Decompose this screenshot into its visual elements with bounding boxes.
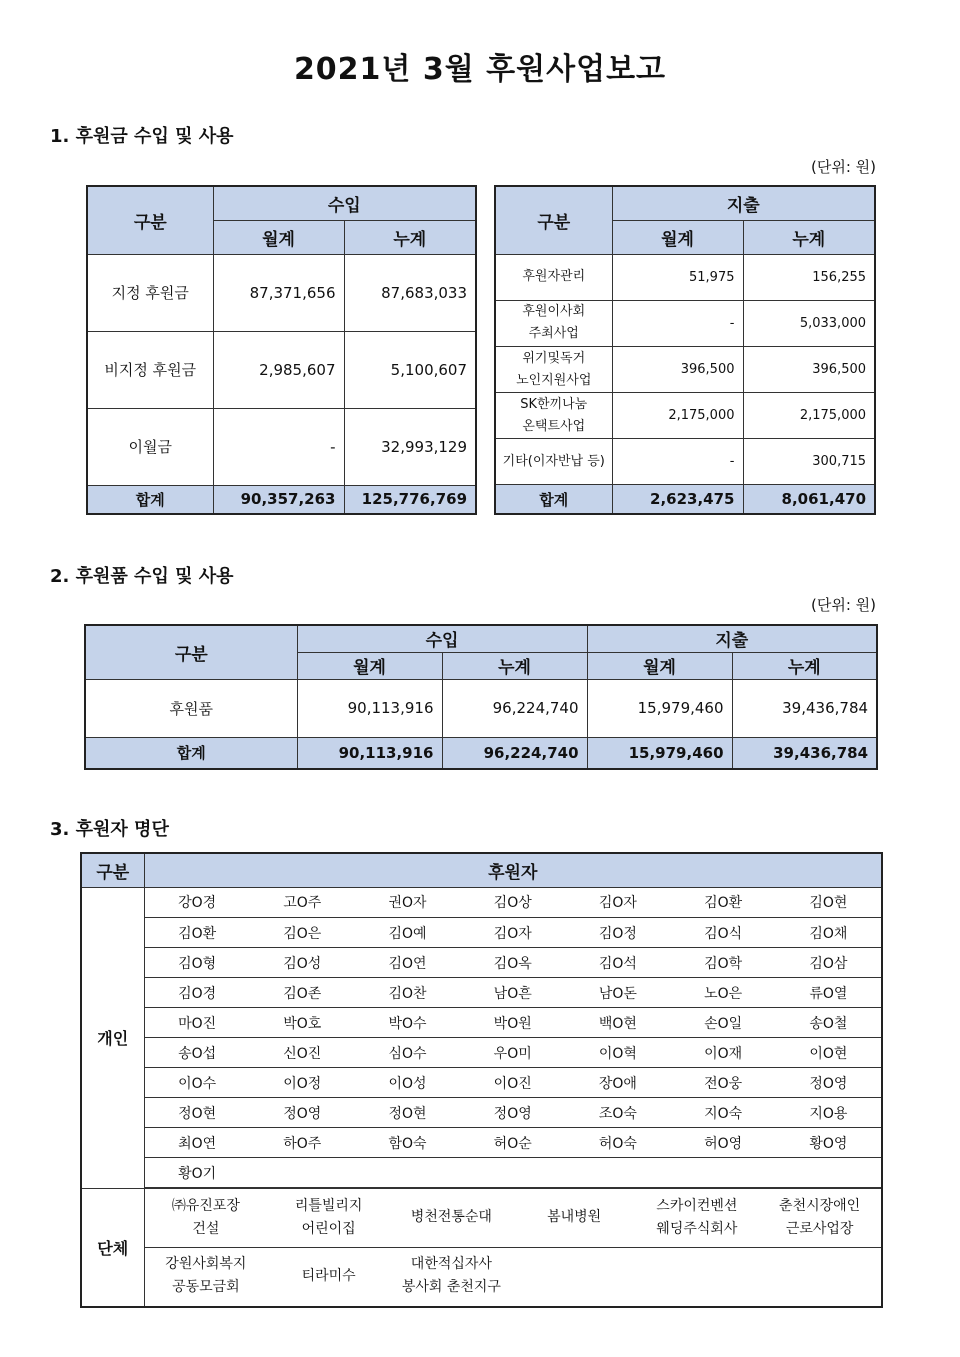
expense-label-line2: 주최사업 [528,326,579,342]
donor-name: 허O순 [460,1128,565,1158]
donor-name [250,1158,355,1188]
goods-out-month-header: 월계 [587,652,732,679]
donor-name: 백O현 [565,1008,670,1038]
donor-header: 후원자 [144,853,882,887]
expense-label [495,254,612,300]
expense-month: - [612,439,743,485]
donor-name [460,1158,565,1188]
expense-group-header: 지출 [612,186,875,220]
expense-label-line2: 노인지원사업 [516,372,592,388]
income-month: - [213,408,344,485]
donor-name: 전O웅 [671,1068,776,1098]
income-cum: 32,993,129 [344,408,476,485]
donor-name: 김O석 [565,948,670,978]
donor-row [145,1038,882,1068]
expense-month: 51,975 [612,254,743,300]
group-name-line: 어린이집 [301,1220,356,1237]
donor-name: 류O열 [776,978,881,1008]
goods-in-cum: 96,224,740 [442,679,587,737]
income-group-header: 수입 [213,186,476,220]
group-name-line: 티라미수 [301,1267,356,1284]
table-row [495,439,875,485]
donor-name: 강O경 [145,888,250,918]
table-row [85,679,877,737]
donor-name: 김O찬 [355,978,460,1008]
donor-name: 정O현 [145,1098,250,1128]
donor-name: 지O용 [776,1098,881,1128]
section-1-heading: 1. 후원금 수입 및 사용 [50,126,234,147]
expense-cum: 300,715 [743,439,875,485]
donor-name: 정O현 [355,1098,460,1128]
donor-name: 김O환 [671,888,776,918]
donor-name: 이O성 [355,1068,460,1098]
group-donors-grid [145,1189,882,1305]
donor-name: 권O자 [355,888,460,918]
expense-category-header: 구분 [495,186,612,254]
individual-donors-cell [144,887,882,1189]
group-name-line: 공동모금회 [172,1279,240,1296]
goods-in-cum-header: 누계 [442,652,587,679]
donor-name [776,1158,881,1188]
section-1-unit: (단위: 원) [811,158,876,176]
total-month: 2,623,475 [612,485,743,514]
total-label: 합계 [495,485,612,514]
expense-label [495,393,612,439]
donor-name: 지O숙 [671,1098,776,1128]
donor-name: 김O은 [250,918,355,948]
donor-name: 김O학 [671,948,776,978]
group-name [390,1247,513,1305]
donor-name: 함O숙 [355,1128,460,1158]
income-month: 2,985,607 [213,331,344,408]
donor-row [145,1098,882,1128]
donor-name: 남O흔 [460,978,565,1008]
donor-category-header: 구분 [81,853,144,887]
donor-name: 최O연 [145,1128,250,1158]
group-name-line: 봄내병원 [547,1209,602,1226]
goods-expense-header: 지출 [587,625,877,652]
goods-income-header: 수입 [297,625,587,652]
table-row [495,393,875,439]
group-name [267,1247,390,1305]
page-title: 2021년 3월 후원사업보고 [293,52,667,87]
donor-name: 김O채 [776,918,881,948]
donor-name: 정O영 [250,1098,355,1128]
donor-name: 김O예 [355,918,460,948]
donor-name: 우O미 [460,1038,565,1068]
income-category-header: 구분 [87,186,213,254]
expense-label [495,439,612,485]
donor-name: 남O돈 [565,978,670,1008]
donor-row [145,1068,882,1098]
group-name-line: 리틀빌리지 [294,1197,363,1214]
goods-category-header: 구분 [85,625,297,679]
goods-out-cum-header: 누계 [732,652,877,679]
donor-name: 이O정 [250,1068,355,1098]
donor-name: 김O자 [460,918,565,948]
total-month: 90,357,263 [213,485,344,514]
group-name-line: 웨딩주식회사 [656,1220,738,1237]
group-row [145,1247,882,1305]
goods-table [84,624,878,770]
expense-label-line1: 기타(이자반납 등) [502,453,605,469]
goods-out-month: 15,979,460 [587,679,732,737]
donor-name [355,1158,460,1188]
income-cum: 5,100,607 [344,331,476,408]
total-cum: 125,776,769 [344,485,476,514]
donor-name: 하O주 [250,1128,355,1158]
section-2-heading: 2. 후원품 수입 및 사용 [50,566,234,587]
donor-name: 송O섭 [145,1038,250,1068]
group-name [267,1189,390,1247]
expense-label-line1: 후원이사회 [522,304,586,320]
donor-name: 이O진 [460,1068,565,1098]
group-name [390,1189,513,1247]
donor-name: 심O수 [355,1038,460,1068]
group-name-line: 근로사업장 [785,1220,854,1237]
expense-label-line2: 온택트사업 [522,418,586,434]
group-name-line: ㈜유진포장 [171,1197,240,1214]
donor-row [145,888,882,918]
expense-cum: 156,255 [743,254,875,300]
total-out-month: 15,979,460 [587,737,732,769]
donor-name: 김O상 [460,888,565,918]
table-row [87,408,476,485]
donor-name: 김O자 [565,888,670,918]
donor-row [145,948,882,978]
income-month: 87,371,656 [213,254,344,331]
donor-name: 김O존 [250,978,355,1008]
income-cum-header: 누계 [344,220,476,254]
donor-name: 노O은 [671,978,776,1008]
donor-name: 고O주 [250,888,355,918]
donor-row [145,1128,882,1158]
group-name [145,1247,268,1305]
donor-name: 이O현 [776,1038,881,1068]
donor-name: 송O철 [776,1008,881,1038]
total-in-month: 90,113,916 [297,737,442,769]
group-name-line: 건설 [192,1220,220,1237]
expense-label-line1: SK한끼나눔 [520,396,588,412]
donor-list-table [80,852,883,1308]
donor-name: 김O식 [671,918,776,948]
group-name-line: 대한적십자사 [410,1256,492,1273]
group-name-line: 강원사회복지 [165,1256,247,1273]
table-row [495,300,875,346]
table-row [495,346,875,392]
donor-name: 박O원 [460,1008,565,1038]
group-label: 단체 [81,1189,144,1307]
donor-row [145,978,882,1008]
donor-name: 김O연 [355,948,460,978]
donor-name: 이O혁 [565,1038,670,1068]
donor-name [671,1158,776,1188]
donor-name: 김O삼 [776,948,881,978]
donor-name: 손O일 [671,1008,776,1038]
donor-name: 김O옥 [460,948,565,978]
donor-row [145,1008,882,1038]
donor-name: 허O영 [671,1128,776,1158]
donor-name: 김O성 [250,948,355,978]
donor-name: 김O환 [145,918,250,948]
group-name-line: 봉사회 춘천지구 [401,1279,501,1296]
total-row [87,485,476,514]
group-donors-cell [144,1189,882,1307]
income-cum: 87,683,033 [344,254,476,331]
expense-label [495,346,612,392]
group-row [145,1189,882,1247]
table-row [495,254,875,300]
group-name-line: 춘천시장애인 [779,1197,861,1214]
total-in-cum: 96,224,740 [442,737,587,769]
goods-out-cum: 39,436,784 [732,679,877,737]
expense-cum: 2,175,000 [743,393,875,439]
donor-name: 정O영 [460,1098,565,1128]
donor-name: 박O호 [250,1008,355,1038]
group-name [758,1247,881,1305]
income-label: 지정 후원금 [87,254,213,331]
donor-name: 황O영 [776,1128,881,1158]
section-2-unit: (단위: 원) [811,596,876,614]
donation-income-table [86,185,477,515]
expense-month-header: 월계 [612,220,743,254]
goods-in-month: 90,113,916 [297,679,442,737]
donor-name: 이O재 [671,1038,776,1068]
group-name [636,1189,759,1247]
donor-name: 김O형 [145,948,250,978]
expense-label-line1: 위기및독거 [522,350,586,366]
donation-expense-table [494,185,876,515]
income-month-header: 월계 [213,220,344,254]
donor-name: 황O기 [145,1158,250,1188]
total-label: 합계 [87,485,213,514]
group-name [145,1189,268,1247]
donor-name: 조O숙 [565,1098,670,1128]
total-row [85,737,877,769]
table-row [87,331,476,408]
total-cum: 8,061,470 [743,485,875,514]
group-name [513,1189,636,1247]
donor-name: 김O현 [776,888,881,918]
expense-month: - [612,300,743,346]
donor-name: 이O수 [145,1068,250,1098]
total-out-cum: 39,436,784 [732,737,877,769]
donor-name: 김O정 [565,918,670,948]
donor-name: 신O진 [250,1038,355,1068]
donor-row [145,1158,882,1188]
individual-donors-grid [145,888,882,1189]
donor-name: 장O애 [565,1068,670,1098]
goods-in-month-header: 월계 [297,652,442,679]
expense-label-line1: 후원자관리 [522,269,586,285]
group-name [513,1247,636,1305]
group-name-line: 스카이컨벤션 [656,1197,738,1214]
expense-month: 396,500 [612,346,743,392]
expense-cum: 5,033,000 [743,300,875,346]
individual-label: 개인 [81,887,144,1189]
group-name [758,1189,881,1247]
donor-name: 정O영 [776,1068,881,1098]
income-label: 비지정 후원금 [87,331,213,408]
expense-cum-header: 누계 [743,220,875,254]
section-3-heading: 3. 후원자 명단 [50,819,169,840]
table-row [87,254,476,331]
total-row [495,485,875,514]
donor-name: 허O숙 [565,1128,670,1158]
total-label: 합계 [85,737,297,769]
donor-row [145,918,882,948]
goods-label: 후원품 [85,679,297,737]
donor-name: 김O경 [145,978,250,1008]
donor-name [565,1158,670,1188]
income-label: 이월금 [87,408,213,485]
group-name [636,1247,759,1305]
expense-cum: 396,500 [743,346,875,392]
expense-label [495,300,612,346]
donor-name: 박O수 [355,1008,460,1038]
expense-month: 2,175,000 [612,393,743,439]
donor-name: 마O진 [145,1008,250,1038]
group-name-line: 병천전통순대 [410,1209,492,1226]
